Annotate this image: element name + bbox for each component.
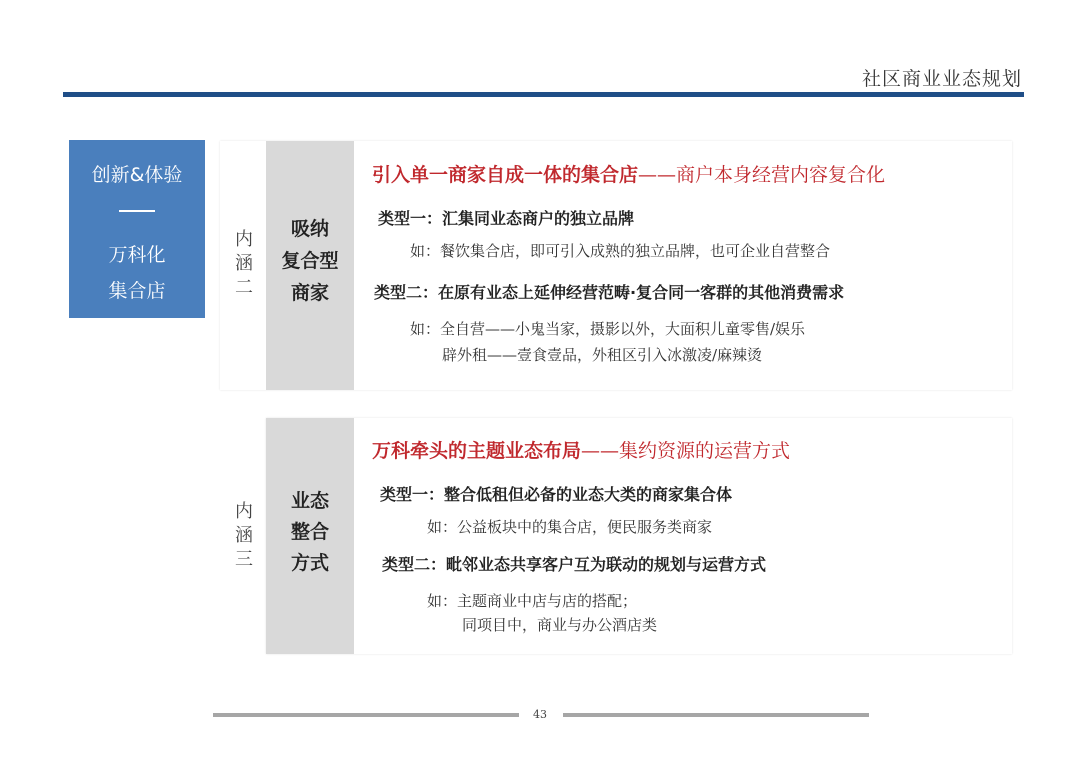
headline-rest: ——商户本身经营内容复合化 xyxy=(638,164,886,186)
section-1-category xyxy=(266,141,354,390)
category-line: 业态 xyxy=(290,490,329,512)
headline-bold: 引入单一商家自成一体的集合店 xyxy=(372,164,639,186)
section-2-type-2: 类型二：毗邻业态共享客户互为联动的规划与运营方式 xyxy=(382,555,767,574)
label-char: 二 xyxy=(235,277,253,298)
section-1-type-2-example-1: 如：全自营——小鬼当家，摄影以外，大面积儿童零售/娱乐 xyxy=(410,320,806,338)
section-1-label xyxy=(233,228,255,300)
side-tag xyxy=(69,140,205,318)
header-rule xyxy=(63,92,1024,97)
side-tag-line3: 集合店 xyxy=(108,280,166,302)
label-char: 内 xyxy=(235,229,253,250)
section-1-headline xyxy=(372,160,885,187)
section-2-type-2-example-2: 同项目中，商业与办公酒店类 xyxy=(462,616,658,634)
label-char: 涵 xyxy=(235,253,253,274)
headline-bold: 万科牵头的主题业态布局 xyxy=(372,440,582,462)
category-line: 复合型 xyxy=(281,250,339,272)
category-line: 整合 xyxy=(290,521,329,543)
section-2-label xyxy=(233,500,255,572)
category-line: 方式 xyxy=(290,552,329,574)
side-tag-line1: 创新&体验 xyxy=(91,164,183,186)
page-number: 43 xyxy=(533,708,547,721)
label-char: 涵 xyxy=(235,525,253,546)
section-2-category xyxy=(266,418,354,654)
label-char: 内 xyxy=(235,501,253,522)
section-2-type-1: 类型一：整合低租但必备的业态大类的商家集合体 xyxy=(380,485,733,504)
section-2-headline xyxy=(372,436,790,463)
section-1-type-1-example: 如：餐饮集合店，即可引入成熟的独立品牌，也可企业自营整合 xyxy=(410,242,831,260)
side-tag-separator xyxy=(119,210,155,212)
section-1-type-2: 类型二：在原有业态上延伸经营范畴·复合同一客群的其他消费需求 xyxy=(374,283,845,302)
label-char: 三 xyxy=(235,549,253,570)
side-tag-line2: 万科化 xyxy=(108,244,166,266)
section-2-type-1-example: 如：公益板块中的集合店，便民服务类商家 xyxy=(427,518,713,536)
header-title: 社区商业业态规划 xyxy=(861,68,1022,90)
section-1-type-2-example-2: 辟外租——壹食壹品，外租区引入冰激凌/麻辣烫 xyxy=(442,346,763,364)
footer-rule-left xyxy=(213,713,519,717)
category-line: 商家 xyxy=(290,282,329,304)
section-2-type-2-example-1: 如：主题商业中店与店的搭配； xyxy=(427,592,638,610)
footer-rule-right xyxy=(563,713,869,717)
category-line: 吸纳 xyxy=(290,218,329,240)
section-1-type-1: 类型一：汇集同业态商户的独立品牌 xyxy=(378,209,635,228)
headline-rest: ——集约资源的运营方式 xyxy=(581,440,791,462)
